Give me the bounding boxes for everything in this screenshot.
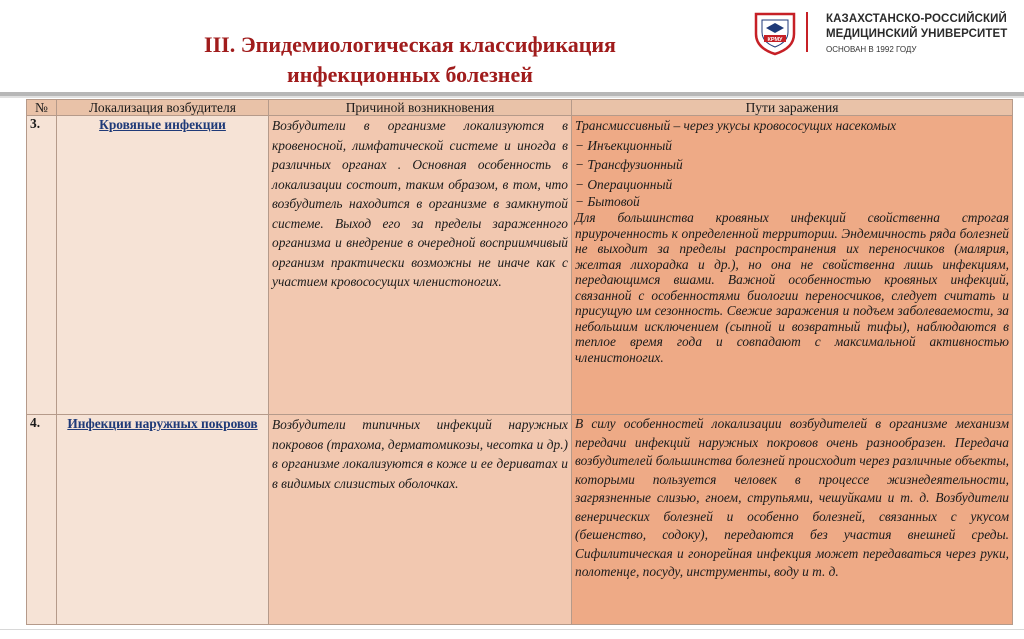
header-num: № — [27, 100, 57, 116]
route-intro: Трансмиссивный – через укусы кровососущих насекомых — [575, 118, 897, 133]
row-number: 3. — [27, 116, 57, 415]
footer-line — [0, 629, 1024, 630]
university-name-line-1: КАЗАХСТАНСКО-РОССИЙСКИЙ — [826, 13, 1007, 25]
row-localization: Инфекции наружных покровов — [57, 415, 269, 625]
page-title — [130, 30, 690, 90]
row-routes: В силу особенностей локализации возбудителей в организме механизм передачи инфекций наружных покровов очень разнообразен. Передача возбудителей большинства болезней происходит через различные объекты, которыми пользуется человек в процессе жизнедеятельности, загрязненные слизью, гноем, струпьями, чешуйками и т. д. Возбудители венерических болезней и особенно болезней, связанных с укусом (бешенство, содоку), передаются без участия внешней среды. Сифилитическая и гонорейная инфекция может передаваться через руки, полотенце, посуду, инструменты, воду и т. д. — [572, 415, 1013, 625]
row-number: 4. — [27, 415, 57, 625]
title-line-1: III. Эпидемиологическая классификация — [204, 32, 616, 57]
row-cause: Возбудители типичных инфекций наружных покровов (трахома, дерматомикозы, чесотка и др.) в организме локализуются в коже и ее дериватах и в видимых слизистых оболочках. — [269, 415, 572, 625]
header-divider-shadow — [0, 96, 1024, 98]
route-item: − Трансфузионный — [575, 157, 683, 172]
table-row — [27, 116, 1013, 415]
table-header-row — [27, 100, 1013, 116]
row-routes — [572, 116, 1013, 415]
university-name — [826, 12, 1007, 54]
university-logo-icon — [750, 8, 800, 56]
route-item: − Операционный — [575, 176, 673, 192]
header-localization: Локализация возбудителя — [57, 100, 269, 116]
logo-text: КРМУ — [767, 37, 783, 43]
row-cause: Возбудители в организме локализуются в кровеносной, лимфатической системе и иногда в различных органах . Основная особенность в локализации состоит, таким образом, в том, что возбудитель находится в организме в замкнутой системе. Выход его за пределы зараженного организма и внедрение в очередной восприимчивый организм практически возможны не иначе как с участием кровососущих членистоногих. — [269, 116, 572, 415]
route-description: Для большинства кровяных инфекций свойственна строгая приуроченность к определенной территории. Эндемичность ряда болезней не выходит за пределы распространения их переносчиков (малярия, желтая лихорадка и др.), но она не свойственна лишь инфекциям, передающимся вшами. Важной особенностью кровяных инфекций, связанной с особенностями биологии переносчиков, следует считать и присущую им сезонность. Свежие заражения и подъем заболеваемости, за небольшим исключением (сыпной и возвратный тифы), наблюдаются в теплое время года и совпадают с максимальной активностью членистоногих. — [575, 210, 1009, 365]
row-localization: Кровяные инфекции — [57, 116, 269, 415]
route-item: − Бытовой — [575, 194, 640, 209]
university-name-line-2: МЕДИЦИНСКИЙ УНИВЕРСИТЕТ — [826, 28, 1008, 40]
title-line-2: инфекционных болезней — [287, 62, 533, 87]
university-founded: ОСНОВАН В 1992 ГОДУ — [826, 45, 917, 54]
header-routes: Пути заражения — [572, 100, 1013, 116]
classification-table — [26, 99, 1013, 625]
route-item: − Инъекционный — [575, 137, 672, 153]
header-cause: Причиной возникновения — [269, 100, 572, 116]
table-row — [27, 415, 1013, 625]
logo-separator — [806, 12, 808, 52]
